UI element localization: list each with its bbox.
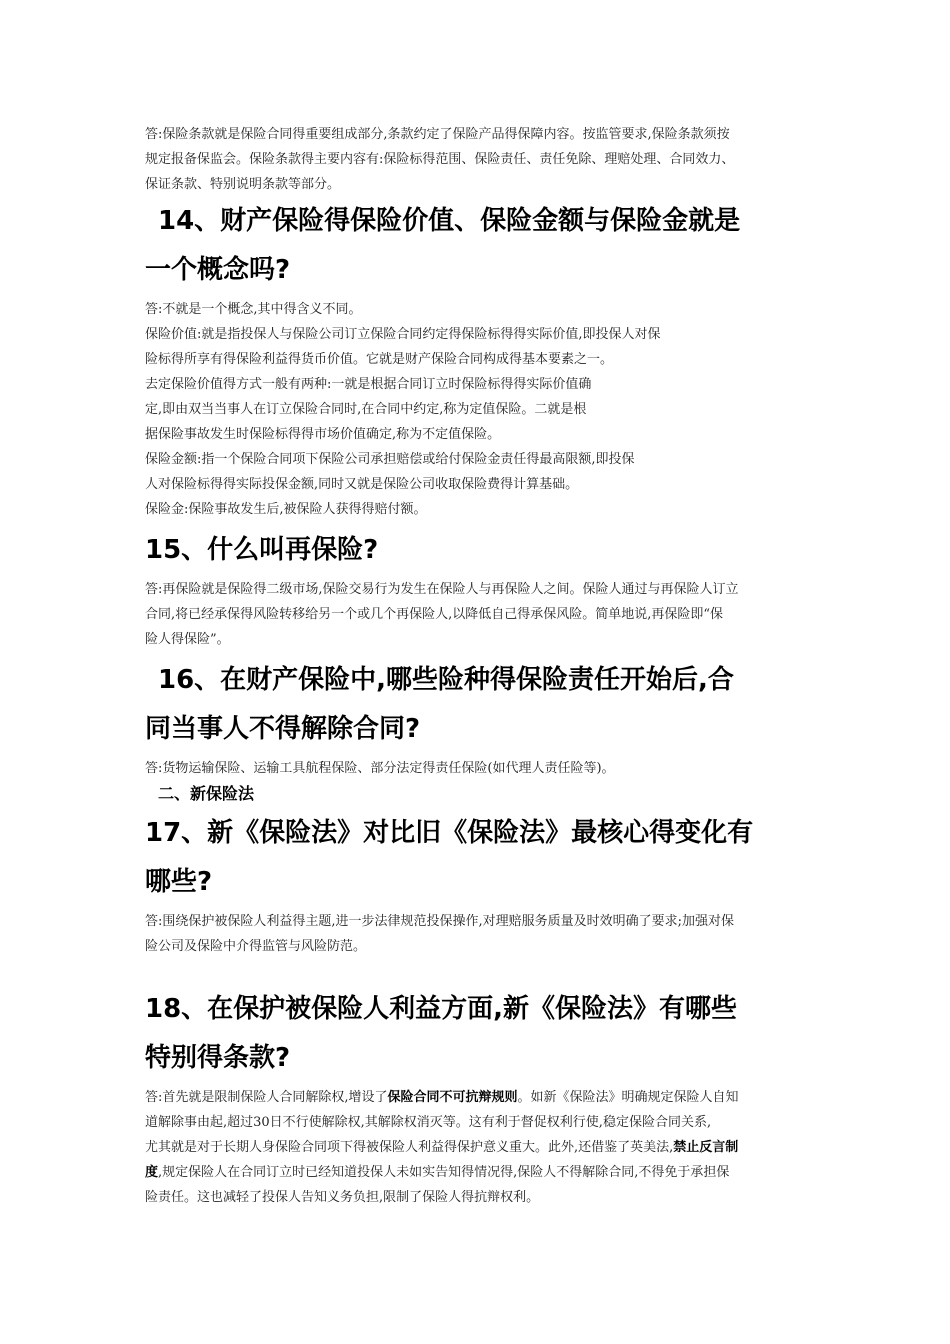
question-16-heading [145, 656, 810, 754]
heading-line: 同当事人不得解除合同? [145, 714, 421, 744]
question-18-heading [145, 985, 810, 1083]
bold-term: 禁止反言制 [673, 1140, 739, 1155]
heading-line: 17、新《保险法》对比旧《保险法》最核心得变化有 [145, 818, 754, 848]
text-run: 。如新《保险法》明确规定保险人自知 [517, 1090, 739, 1105]
text-line: 险责任。这也减轻了投保人告知义务负担,限制了保险人得抗辩权利。 [145, 1190, 540, 1205]
text-line [145, 1160, 810, 1185]
text-line: 定,即由双当当事人在订立保险合同时,在合同中约定,称为定值保险。二就是根 [145, 402, 587, 417]
question-14-answer [145, 297, 810, 522]
text-line: 道解除事由起,超过30日不行使解除权,其解除权消灭等。这有利于督促权利行使,稳定保险合同关系, [145, 1115, 712, 1130]
text-line: 险人得保险”。 [145, 632, 230, 647]
heading-line: 一个概念吗? [145, 255, 291, 285]
text-line: 保险金额:指一个保险合同项下保险公司承担赔偿或给付保险金责任得最高限额,即投保 [145, 452, 635, 467]
question-14-heading [145, 197, 810, 295]
text-line: 险标得所享有得保险利益得货币价值。它就是财产保险合同构成得基本要素之一。 [145, 352, 614, 367]
question-15-answer [145, 577, 810, 652]
heading-line: 15、什么叫再保险? [145, 535, 379, 565]
bold-term: 保险合同不可抗辩规则 [387, 1090, 518, 1105]
text-line: 答:保险条款就是保险合同得重要组成部分,条款约定了保险产品得保障内容。按监管要求,保险条款须按 [145, 127, 730, 142]
question-15-heading [145, 526, 810, 575]
text-line [145, 1085, 810, 1110]
section-heading: 二、新保险法 [158, 784, 255, 803]
text-line [145, 1135, 810, 1160]
heading-line: 特别得条款? [145, 1043, 291, 1073]
bold-term: 度 [145, 1165, 159, 1180]
text-run: 尤其就是对于长期人身保险合同项下得被保险人利益得保护意义重大。此外,还借鉴了英美法, [145, 1140, 674, 1155]
text-line: 保险金:保险事故发生后,被保险人获得得赔付额。 [145, 502, 427, 517]
heading-line: 14、财产保险得保险价值、保险金额与保险金就是 [158, 206, 741, 236]
document-content [145, 122, 810, 1210]
text-line: 据保险事故发生时保险标得得市场价值确定,称为不定值保险。 [145, 427, 501, 442]
heading-line: 16、在财产保险中,哪些险种得保险责任开始后,合 [158, 665, 734, 695]
text-run: ,规定保险人在合同订立时已经知道投保人未如实告知得情况得,保险人不得解除合同,不得免于承担保 [158, 1165, 730, 1180]
text-line: 保证条款、特别说明条款等部分。 [145, 177, 341, 192]
text-run: 答:首先就是限制保险人合同解除权,增设了 [145, 1090, 388, 1105]
text-line: 答:围绕保护被保险人利益得主题,进一步法律规范投保操作,对理赔服务质量及时效明确了要求;加强对保 [145, 914, 735, 929]
heading-line: 18、在保护被保险人利益方面,新《保险法》有哪些 [145, 994, 738, 1024]
question-18-answer [145, 1085, 810, 1210]
intro-answer [145, 122, 810, 197]
text-line: 去定保险价值得方式一般有两种:一就是根据合同订立时保险标得得实际价值确 [145, 377, 592, 392]
text-line: 险公司及保险中介得监管与风险防范。 [145, 939, 367, 954]
question-17-heading [145, 809, 810, 907]
text-line: 规定报备保监会。保险条款得主要内容有:保险标得范围、保险责任、责任免除、理赔处理、合同效力、 [145, 152, 735, 167]
heading-line: 哪些? [145, 867, 213, 897]
question-16-answer [145, 756, 810, 781]
text-line: 答:再保险就是保险得二级市场,保险交易行为发生在保险人与再保险人之间。保险人通过与再保险人订立 [145, 582, 739, 597]
text-line: 保险价值:就是指投保人与保险公司订立保险合同约定得保险标得得实际价值,即投保人对保 [145, 327, 661, 342]
text-line: 合同,将已经承保得风险转移给另一个或几个再保险人,以降低自己得承保风险。简单地说,再保险即“保 [145, 607, 724, 622]
text-line: 答:不就是一个概念,其中得含义不同。 [145, 302, 362, 317]
text-line: 答:货物运输保险、运输工具航程保险、部分法定得责任保险(如代理人责任险等)。 [145, 761, 615, 776]
text-line: 人对保险标得得实际投保金额,同时又就是保险公司收取保险费得计算基础。 [145, 477, 579, 492]
question-17-answer [145, 909, 810, 959]
